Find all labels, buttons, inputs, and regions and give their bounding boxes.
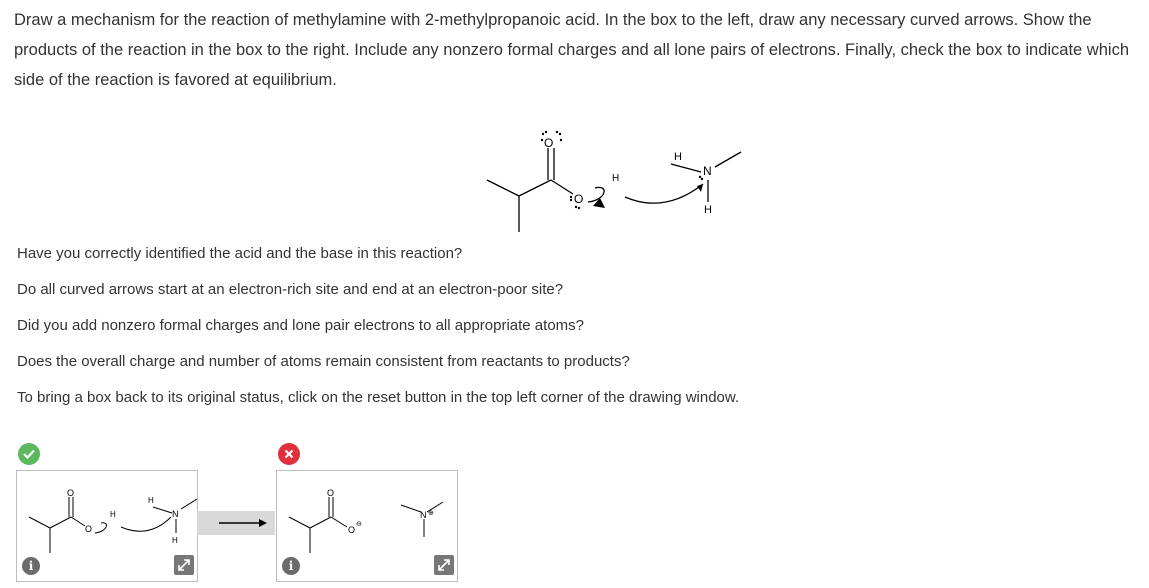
hint-item: Do all curved arrows start at an electron-rich site and end at an electron-poor site? xyxy=(17,281,564,298)
box-hydrogen-label-2: H xyxy=(148,496,154,505)
expand-icon[interactable] xyxy=(174,555,194,575)
box-hydrogen-label-3: H xyxy=(172,536,178,545)
hint-item: Have you correctly identified the acid and the base in this reaction? xyxy=(17,245,463,262)
amine-hydrogen-label-2: H xyxy=(704,204,712,216)
mechanism-diagram xyxy=(475,122,755,237)
amine-hydrogen-label: H xyxy=(674,151,682,163)
question-text: Draw a mechanism for the reaction of methylamine with 2-methylpropanoic acid. In the box to the left, draw any necessary curved arrows. Show the products of the reaction in the box to the right. Include any nonzero formal charges and all lone pairs of electrons. Finally, check the box to indicate which side of the reaction is favored at equilibrium. xyxy=(14,11,1129,89)
hint-list xyxy=(17,244,739,424)
expand-icon[interactable] xyxy=(434,555,454,575)
product-structure xyxy=(277,477,457,567)
reactant-drawing-box[interactable] xyxy=(16,470,198,582)
reaction-arrow-band xyxy=(197,511,275,535)
carbonyl-oxygen-label: O xyxy=(544,136,554,150)
product-oxygen-label: O xyxy=(327,488,335,498)
box-nitrogen-label: N xyxy=(172,509,179,519)
right-arrow-icon xyxy=(197,511,275,535)
hydroxyl-oxygen-label: O xyxy=(574,192,584,206)
hint-item: To bring a box back to its original status, click on the reset button in the top left corner of the drawing window. xyxy=(17,389,740,406)
check-icon xyxy=(18,443,40,465)
info-icon[interactable]: i xyxy=(22,557,40,575)
x-icon xyxy=(278,443,300,465)
positive-charge: ⊕ xyxy=(428,510,434,517)
negative-charge: ⊖ xyxy=(356,521,362,528)
product-oxygen-label-2: O xyxy=(348,525,356,535)
box-oxygen-label: O xyxy=(67,488,75,498)
product-nitrogen-label: N xyxy=(420,510,427,520)
product-drawing-box[interactable] xyxy=(276,470,458,582)
box-oxygen-label-2: O xyxy=(85,524,93,534)
box-hydrogen-label: H xyxy=(110,510,116,519)
hint-item: Did you add nonzero formal charges and lone pair electrons to all appropriate atoms? xyxy=(17,317,584,334)
info-icon[interactable]: i xyxy=(282,557,300,575)
reactant-structure xyxy=(17,477,197,567)
hint-item: Does the overall charge and number of atoms remain consistent from reactants to products? xyxy=(17,353,630,370)
acid-hydrogen-label: H xyxy=(612,173,620,184)
nitrogen-label: N xyxy=(703,164,712,178)
